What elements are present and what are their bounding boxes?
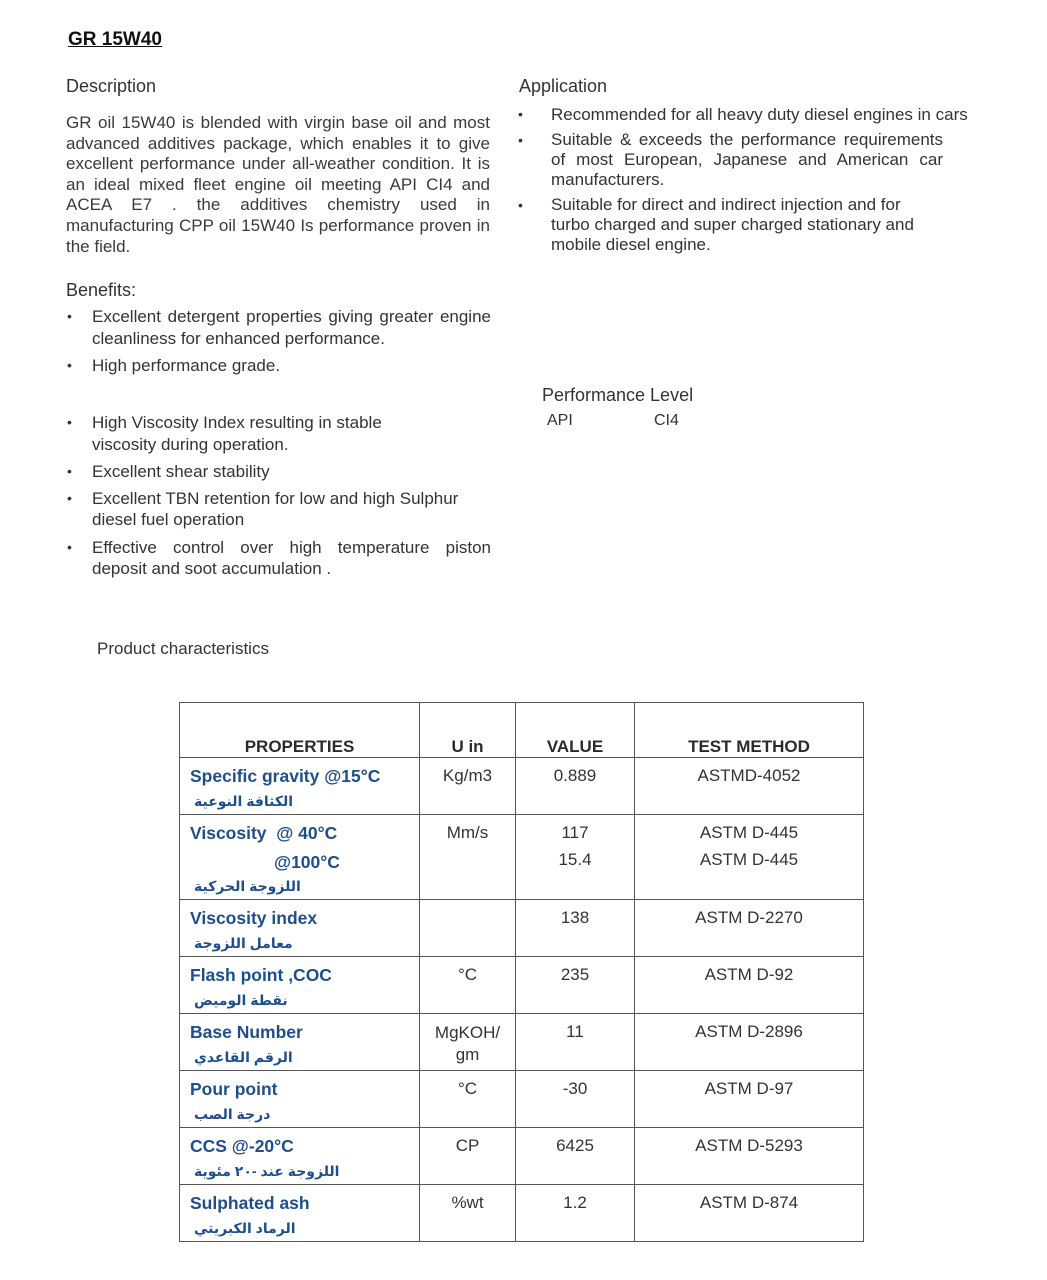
table-row <box>180 1014 864 1071</box>
specs-table <box>179 702 864 1242</box>
property-cell <box>180 1014 420 1071</box>
unit-cell: Mm/s <box>420 815 516 900</box>
unit-cell: CP <box>420 1128 516 1185</box>
property-cell <box>180 1128 420 1185</box>
benefit-item: • Excellent TBN retention for low and high Sulphur diesel fuel operation <box>66 488 491 531</box>
property-arabic: الرماد الكبريتي <box>194 1220 296 1236</box>
col-header-value: VALUE <box>516 703 635 758</box>
col-header-properties: PROPERTIES <box>180 703 420 758</box>
product-characteristics-heading: Product characteristics <box>97 639 269 658</box>
property-cell <box>180 1185 420 1242</box>
method-cell: ASTM D-5293 <box>635 1128 864 1185</box>
value-cell <box>516 815 635 900</box>
property-name: Flash point ,COC <box>190 965 332 985</box>
unit-cell: MgKOH/ gm <box>420 1014 516 1071</box>
property-cell <box>180 758 420 815</box>
benefit-item: • Excellent detergent properties giving greater engine cleanliness for enhanced performance. <box>66 306 491 349</box>
method-cell: ASTM D-2896 <box>635 1014 864 1071</box>
unit-cell: %wt <box>420 1185 516 1242</box>
description-heading: Description <box>66 76 157 96</box>
property-cell <box>180 957 420 1014</box>
performance-heading: Performance Level <box>542 385 694 405</box>
application-item: • Recommended for all heavy duty diesel engines in cars <box>517 104 1017 125</box>
property-cell <box>180 1071 420 1128</box>
application-item: • Suitable for direct and indirect injection and for turbo charged and super charged stationary and mobile diesel engine. <box>517 195 1017 255</box>
value-cell: 138 <box>516 900 635 957</box>
property-cell <box>180 900 420 957</box>
col-header-unit: U in <box>420 703 516 758</box>
property-arabic: درجة الصب <box>194 1106 271 1122</box>
method-cell: ASTMD-4052 <box>635 758 864 815</box>
property-cell <box>180 815 420 900</box>
method-cell <box>635 815 864 900</box>
performance-standard: API <box>547 412 573 429</box>
table-row <box>180 815 864 900</box>
benefit-item: • Excellent shear stability <box>66 461 491 483</box>
property-name: Base Number <box>190 1022 303 1042</box>
method-cell: ASTM D-874 <box>635 1185 864 1242</box>
benefits-list-2 <box>66 412 491 580</box>
method-40c: ASTM D-445 <box>699 823 799 842</box>
table-row <box>180 758 864 815</box>
value-40c: 117 <box>561 823 589 842</box>
unit-cell <box>420 900 516 957</box>
description-text: GR oil 15W40 is blended with virgin base oil and most advanced additives package, which enables it to give excellent performance under all-weather condition. It is an ideal mixed fleet engine oil meeting API CI4 and ACEA E7 . the additives chemistry used in manufacturing CPP oil 15W40 Is performance proven in the field. <box>66 113 490 256</box>
property-name: Pour point <box>190 1079 278 1099</box>
value-cell: 11 <box>516 1014 635 1071</box>
value-cell: -30 <box>516 1071 635 1128</box>
method-cell: ASTM D-2270 <box>635 900 864 957</box>
property-arabic: اللزوجة الحركية <box>194 878 301 894</box>
unit-cell: °C <box>420 1071 516 1128</box>
performance-grade: CI4 <box>654 412 679 429</box>
application-item: • Suitable & exceeds the performance requirements of most European, Japanese and American car manufacturers. <box>517 130 1017 190</box>
unit-cell: Kg/m3 <box>420 758 516 815</box>
property-arabic: الكثافة النوعية <box>194 793 294 809</box>
property-sub-name: @100°C <box>274 852 340 872</box>
table-header-row <box>180 703 864 758</box>
benefit-item: • Effective control over high temperature piston deposit and soot accumulation . <box>66 537 491 580</box>
application-list <box>517 104 1017 255</box>
property-name: Sulphated ash <box>190 1193 310 1213</box>
value-cell: 0.889 <box>516 758 635 815</box>
property-arabic: اللزوجة عند -٢٠ مئوية <box>194 1163 340 1179</box>
property-arabic: نقطة الوميض <box>194 992 288 1008</box>
table-row <box>180 1071 864 1128</box>
benefit-item: • High performance grade. <box>66 355 491 377</box>
value-cell: 235 <box>516 957 635 1014</box>
method-cell: ASTM D-92 <box>635 957 864 1014</box>
table-row <box>180 1128 864 1185</box>
property-arabic: معامل اللزوجة <box>194 935 293 951</box>
property-name: Viscosity @ 40°C <box>190 823 338 843</box>
page-title: GR 15W40 <box>68 29 162 50</box>
benefit-item: • High Viscosity Index resulting in stable viscosity during operation. <box>66 412 491 455</box>
col-header-test-method: TEST METHOD <box>635 703 864 758</box>
property-name: Specific gravity @15°C <box>190 766 381 786</box>
value-cell: 1.2 <box>516 1185 635 1242</box>
method-cell: ASTM D-97 <box>635 1071 864 1128</box>
application-heading: Application <box>519 76 608 96</box>
unit-cell: °C <box>420 957 516 1014</box>
property-name: Viscosity index <box>190 908 318 928</box>
value-100c: 15.4 <box>558 850 592 869</box>
property-arabic: الرقم القاعدي <box>194 1049 293 1065</box>
benefits-list-1 <box>66 306 491 377</box>
table-row <box>180 900 864 957</box>
value-cell: 6425 <box>516 1128 635 1185</box>
property-name: CCS @-20°C <box>190 1136 294 1156</box>
benefits-heading: Benefits: <box>66 280 137 300</box>
table-row <box>180 1185 864 1242</box>
method-100c: ASTM D-445 <box>699 850 799 869</box>
table-row <box>180 957 864 1014</box>
